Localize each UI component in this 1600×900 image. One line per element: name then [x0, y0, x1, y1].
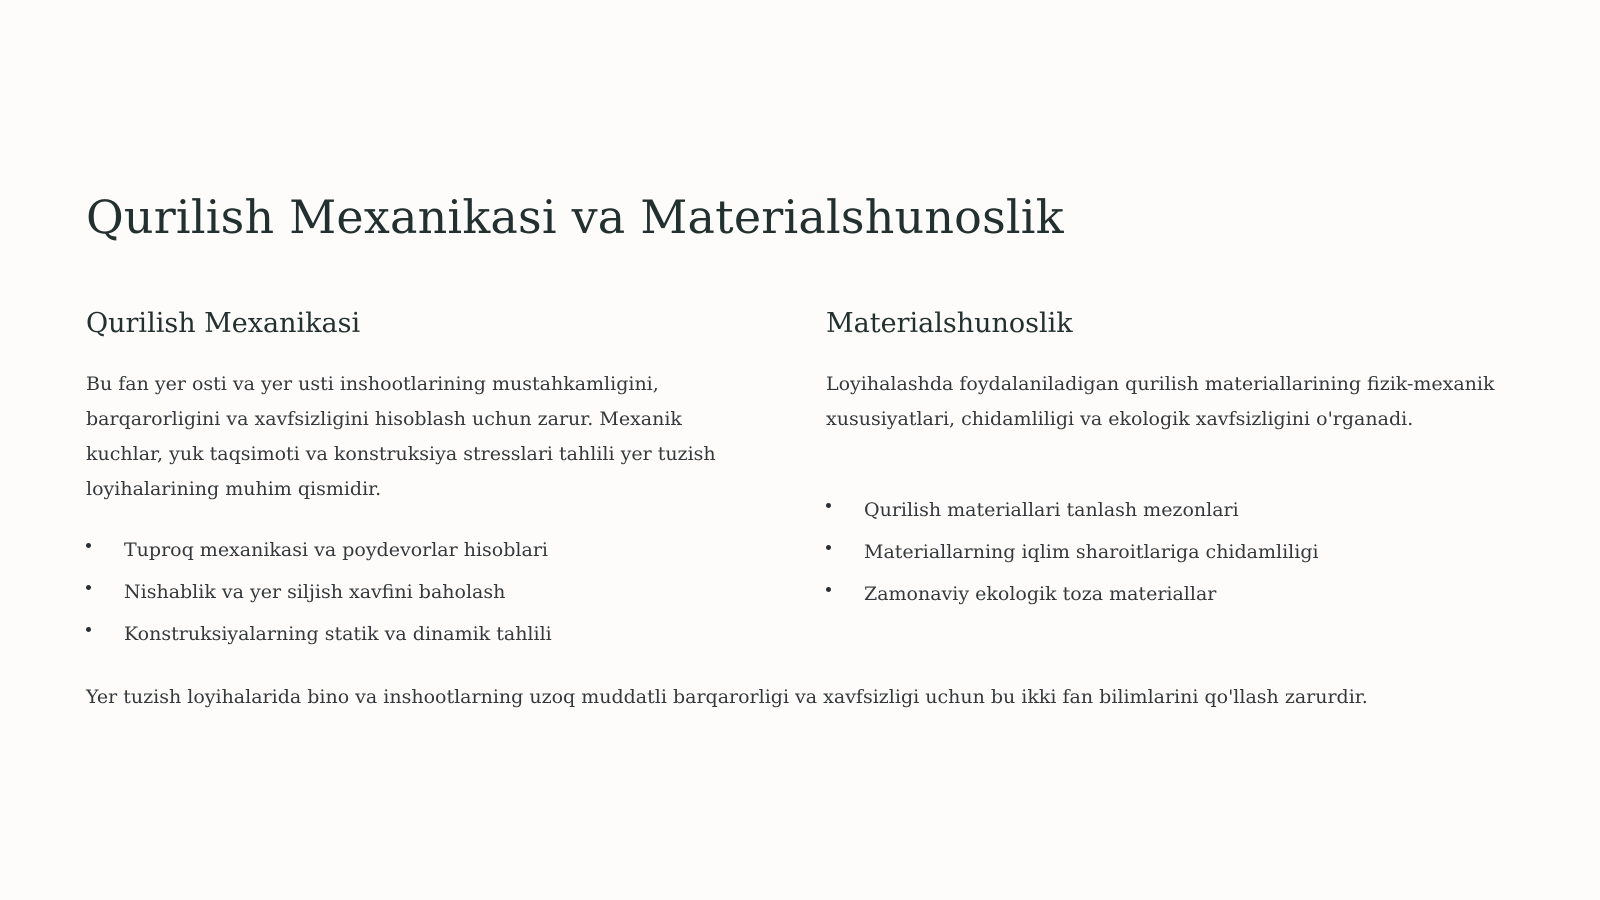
list-item-text: Materiallarning iqlim sharoitlariga chidamliligi — [864, 541, 1319, 563]
bullet-icon — [826, 587, 831, 592]
bullet-icon — [86, 585, 91, 590]
list-item-text: Tuproq mexanikasi va poydevorlar hisoblari — [124, 539, 548, 561]
footer-text: Yer tuzish loyihalarida bino va inshootlarning uzoq muddatli barqarorligi va xavfsizligi uchun bu ikki fan bilimlarini qo'llash zarurdir. — [86, 686, 1368, 708]
left-bullet-list — [86, 529, 746, 655]
right-bullet-list — [826, 489, 1526, 615]
slide-title: Qurilish Mexanikasi va Materialshunoslik — [86, 190, 1064, 244]
right-heading: Materialshunoslik — [826, 308, 1073, 339]
bullet-icon — [826, 545, 831, 550]
list-item-text: Konstruksiyalarning statik va dinamik tahlili — [124, 623, 552, 645]
list-item — [826, 573, 1526, 615]
list-item — [86, 529, 746, 571]
left-column — [86, 308, 746, 655]
list-item-text: Qurilish materiallari tanlash mezonlari — [864, 499, 1239, 521]
right-paragraph: Loyihalashda foydalaniladigan qurilish materiallarining fizik-mexanik xususiyatlari, chidamliligi va ekologik xavfsizligini o'rganadi. — [826, 373, 1495, 430]
list-item — [86, 613, 746, 655]
bullet-icon — [86, 627, 91, 632]
left-paragraph: Bu fan yer osti va yer usti inshootlarining mustahkamligini, barqarorligini va xavfsizligini hisoblash uchun zarur. Mexanik kuchlar, yuk taqsimoti va konstruksiya stresslari tahlili yer tuzish loyihalarining muhim qismidir. — [86, 373, 716, 500]
list-item — [826, 489, 1526, 531]
right-column — [826, 308, 1526, 615]
list-item — [86, 571, 746, 613]
bullet-icon — [86, 543, 91, 548]
list-item — [826, 531, 1526, 573]
left-heading: Qurilish Mexanikasi — [86, 308, 361, 339]
bullet-icon — [826, 503, 831, 508]
list-item-text: Zamonaviy ekologik toza materiallar — [864, 583, 1217, 605]
list-item-text: Nishablik va yer siljish xavfini baholash — [124, 581, 506, 603]
